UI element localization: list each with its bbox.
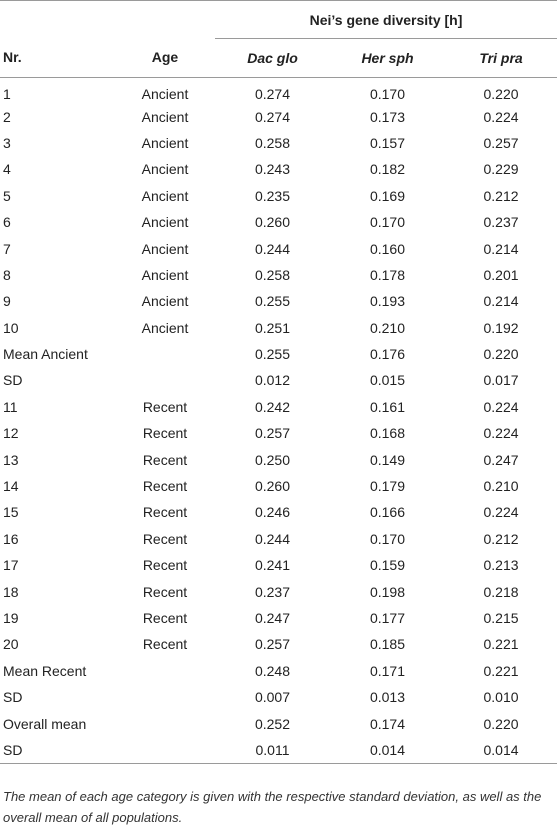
- column-header-age: Age: [115, 38, 215, 77]
- cell-her-sph: 0.171: [369, 662, 406, 679]
- table-body: [0, 77, 557, 763]
- cell-her-sph: 0.159: [369, 557, 406, 574]
- cell-tri-pra: 0.257: [483, 134, 519, 151]
- table-row: [0, 605, 557, 631]
- table-row: [0, 578, 557, 604]
- cell-tri-pra: 0.221: [483, 662, 519, 679]
- cell-dac-glo: 0.260: [254, 214, 291, 231]
- cell-nr: 12: [3, 425, 19, 442]
- cell-tri-pra: 0.247: [483, 451, 519, 468]
- table-row: [0, 315, 557, 341]
- cell-her-sph: 0.179: [369, 478, 406, 495]
- cell-her-sph: 0.157: [369, 134, 406, 151]
- cell-dac-glo: 0.243: [254, 161, 291, 178]
- cell-nr: 14: [3, 478, 19, 495]
- cell-dac-glo: 0.257: [254, 425, 291, 442]
- cell-age: Ancient: [141, 134, 189, 151]
- cell-tri-pra: 0.218: [483, 583, 519, 600]
- cell-her-sph: 0.182: [369, 161, 406, 178]
- cell-nr: 19: [3, 610, 19, 626]
- cell-nr: 20: [3, 636, 19, 653]
- cell-her-sph: 0.169: [369, 187, 406, 204]
- cell-dac-glo: 0.251: [254, 319, 291, 336]
- cell-nr: 1: [3, 85, 11, 102]
- cell-nr: Mean Recent: [3, 662, 87, 679]
- cell-age: Ancient: [141, 214, 189, 231]
- table-row: [0, 684, 557, 710]
- cell-dac-glo: 0.011: [215, 737, 330, 763]
- cell-nr: SD: [3, 372, 23, 389]
- cell-tri-pra: 0.017: [483, 372, 519, 389]
- cell-age: Recent: [142, 610, 188, 626]
- cell-nr: 16: [3, 530, 19, 547]
- cell-age: [115, 684, 215, 710]
- cell-nr: 10: [3, 319, 19, 336]
- cell-her-sph: 0.160: [369, 240, 406, 257]
- cell-dac-glo: 0.252: [254, 715, 291, 732]
- cell-age: [115, 710, 215, 736]
- cell-age: [115, 341, 215, 367]
- cell-age: Ancient: [141, 240, 189, 257]
- cell-nr: 2: [3, 108, 11, 125]
- cell-tri-pra: 0.014: [445, 737, 557, 763]
- cell-dac-glo: 0.274: [254, 85, 291, 102]
- cell-nr: 7: [3, 240, 11, 257]
- cell-dac-glo: 0.258: [254, 134, 291, 151]
- cell-nr: 15: [3, 504, 19, 521]
- cell-age: Recent: [142, 530, 188, 547]
- cell-tri-pra: 0.224: [483, 504, 519, 521]
- cell-her-sph: 0.210: [369, 319, 406, 336]
- cell-age: [115, 737, 215, 763]
- column-header-her-sph: Her sph: [330, 38, 445, 77]
- cell-nr: 3: [3, 134, 11, 151]
- cell-her-sph: 0.170: [369, 214, 406, 231]
- cell-her-sph: 0.177: [369, 610, 406, 626]
- column-header-row: [0, 38, 557, 77]
- cell-tri-pra: 0.192: [483, 319, 519, 336]
- cell-dac-glo: 0.274: [254, 108, 291, 125]
- cell-dac-glo: 0.244: [254, 240, 291, 257]
- cell-dac-glo: 0.257: [254, 636, 291, 653]
- cell-nr: 17: [3, 557, 19, 574]
- column-header-dac-glo: Dac glo: [215, 38, 330, 77]
- cell-dac-glo: 0.255: [254, 293, 291, 310]
- table-caption: The mean of each age category is given with the respective standard deviation, as well as the overall mean of all populations.: [3, 789, 542, 825]
- cell-nr: 9: [3, 293, 11, 310]
- table-row: [0, 367, 557, 393]
- cell-her-sph: 0.198: [369, 583, 406, 600]
- table-row: [0, 103, 557, 129]
- cell-nr: Overall mean: [3, 715, 87, 732]
- cell-age: Recent: [142, 504, 188, 521]
- cell-tri-pra: 0.210: [483, 478, 519, 495]
- cell-dac-glo: 0.244: [254, 530, 291, 547]
- table-row: [0, 710, 557, 736]
- cell-dac-glo: 0.012: [254, 372, 291, 389]
- cell-nr: 11: [3, 398, 18, 415]
- cell-tri-pra: 0.212: [483, 187, 519, 204]
- table-row: [0, 499, 557, 525]
- cell-age: Ancient: [141, 293, 189, 310]
- cell-dac-glo: 0.258: [254, 266, 291, 283]
- group-header: Nei’s gene diversity [h]: [215, 0, 557, 38]
- cell-nr: SD: [0, 737, 115, 763]
- cell-tri-pra: 0.220: [483, 346, 519, 363]
- cell-nr: 6: [3, 214, 11, 231]
- cell-age: Ancient: [141, 161, 189, 178]
- table-row: [0, 130, 557, 156]
- group-header-row: [0, 0, 557, 38]
- cell-age: Recent: [142, 557, 188, 574]
- cell-tri-pra: 0.220: [483, 715, 519, 732]
- cell-dac-glo: 0.248: [254, 662, 291, 679]
- cell-tri-pra: 0.215: [483, 610, 519, 626]
- cell-tri-pra: 0.201: [483, 266, 519, 283]
- cell-nr: 8: [3, 266, 11, 283]
- cell-her-sph: 0.170: [369, 530, 406, 547]
- cell-age: Recent: [142, 636, 188, 653]
- table-row: [0, 183, 557, 209]
- cell-nr: 5: [3, 187, 11, 204]
- cell-her-sph: 0.173: [369, 108, 406, 125]
- cell-dac-glo: 0.237: [254, 583, 291, 600]
- cell-tri-pra: 0.229: [483, 161, 519, 178]
- cell-tri-pra: 0.212: [483, 530, 519, 547]
- cell-nr: 4: [3, 161, 11, 178]
- cell-tri-pra: 0.213: [483, 557, 519, 574]
- cell-age: Ancient: [141, 85, 189, 102]
- table-row: [0, 473, 557, 499]
- table-row: [0, 77, 557, 103]
- cell-tri-pra: 0.214: [483, 240, 519, 257]
- cell-her-sph: 0.166: [369, 504, 406, 521]
- cell-her-sph: 0.013: [369, 689, 406, 706]
- cell-age: Ancient: [141, 187, 189, 204]
- cell-tri-pra: 0.214: [483, 293, 519, 310]
- cell-her-sph: 0.015: [369, 372, 406, 389]
- cell-age: Recent: [142, 478, 188, 495]
- cell-tri-pra: 0.224: [483, 425, 519, 442]
- table-row: [0, 156, 557, 182]
- cell-her-sph: 0.176: [369, 346, 406, 363]
- cell-dac-glo: 0.255: [254, 346, 291, 363]
- cell-her-sph: 0.193: [369, 293, 406, 310]
- cell-dac-glo: 0.007: [254, 689, 291, 706]
- cell-dac-glo: 0.241: [254, 557, 291, 574]
- cell-tri-pra: 0.237: [483, 214, 519, 231]
- cell-age: Ancient: [141, 319, 189, 336]
- cell-her-sph: 0.014: [330, 737, 445, 763]
- table-row: [0, 262, 557, 288]
- cell-tri-pra: 0.221: [483, 636, 519, 653]
- table-row: [0, 658, 557, 684]
- cell-dac-glo: 0.242: [254, 398, 291, 415]
- cell-nr: 13: [3, 451, 19, 468]
- column-header-nr: Nr.: [0, 38, 115, 77]
- table-row: [0, 394, 557, 420]
- cell-tri-pra: 0.220: [483, 85, 519, 102]
- cell-nr: Mean Ancient: [3, 346, 88, 363]
- cell-tri-pra: 0.010: [483, 689, 519, 706]
- cell-her-sph: 0.178: [369, 266, 406, 283]
- cell-her-sph: 0.161: [369, 398, 406, 415]
- cell-her-sph: 0.185: [369, 636, 406, 653]
- cell-tri-pra: 0.224: [483, 398, 519, 415]
- cell-age: Recent: [142, 583, 188, 600]
- table-row: [0, 209, 557, 235]
- table-row: [0, 526, 557, 552]
- table-row: [0, 288, 557, 314]
- table-row: [0, 737, 557, 763]
- cell-age: [115, 658, 215, 684]
- cell-nr: SD: [3, 689, 23, 706]
- table-row: [0, 235, 557, 261]
- cell-age: Recent: [142, 398, 188, 415]
- table-row: [0, 552, 557, 578]
- cell-dac-glo: 0.250: [254, 451, 291, 468]
- cell-age: Recent: [142, 425, 188, 442]
- cell-her-sph: 0.170: [369, 85, 406, 102]
- cell-dac-glo: 0.260: [254, 478, 291, 495]
- cell-age: Ancient: [141, 108, 189, 125]
- cell-her-sph: 0.149: [369, 451, 406, 468]
- cell-her-sph: 0.168: [369, 425, 406, 442]
- cell-age: [115, 367, 215, 393]
- table-row: [0, 631, 557, 657]
- cell-her-sph: 0.174: [369, 715, 406, 732]
- cell-age: Ancient: [141, 266, 189, 283]
- table-row: [0, 446, 557, 472]
- cell-age: Recent: [142, 451, 188, 468]
- table-row: [0, 341, 557, 367]
- column-header-tri-pra: Tri pra: [445, 38, 557, 77]
- cell-dac-glo: 0.247: [254, 610, 291, 626]
- cell-tri-pra: 0.224: [483, 108, 519, 125]
- table-row: [0, 420, 557, 446]
- cell-nr: 18: [3, 583, 19, 600]
- cell-dac-glo: 0.235: [254, 187, 291, 204]
- cell-dac-glo: 0.246: [254, 504, 291, 521]
